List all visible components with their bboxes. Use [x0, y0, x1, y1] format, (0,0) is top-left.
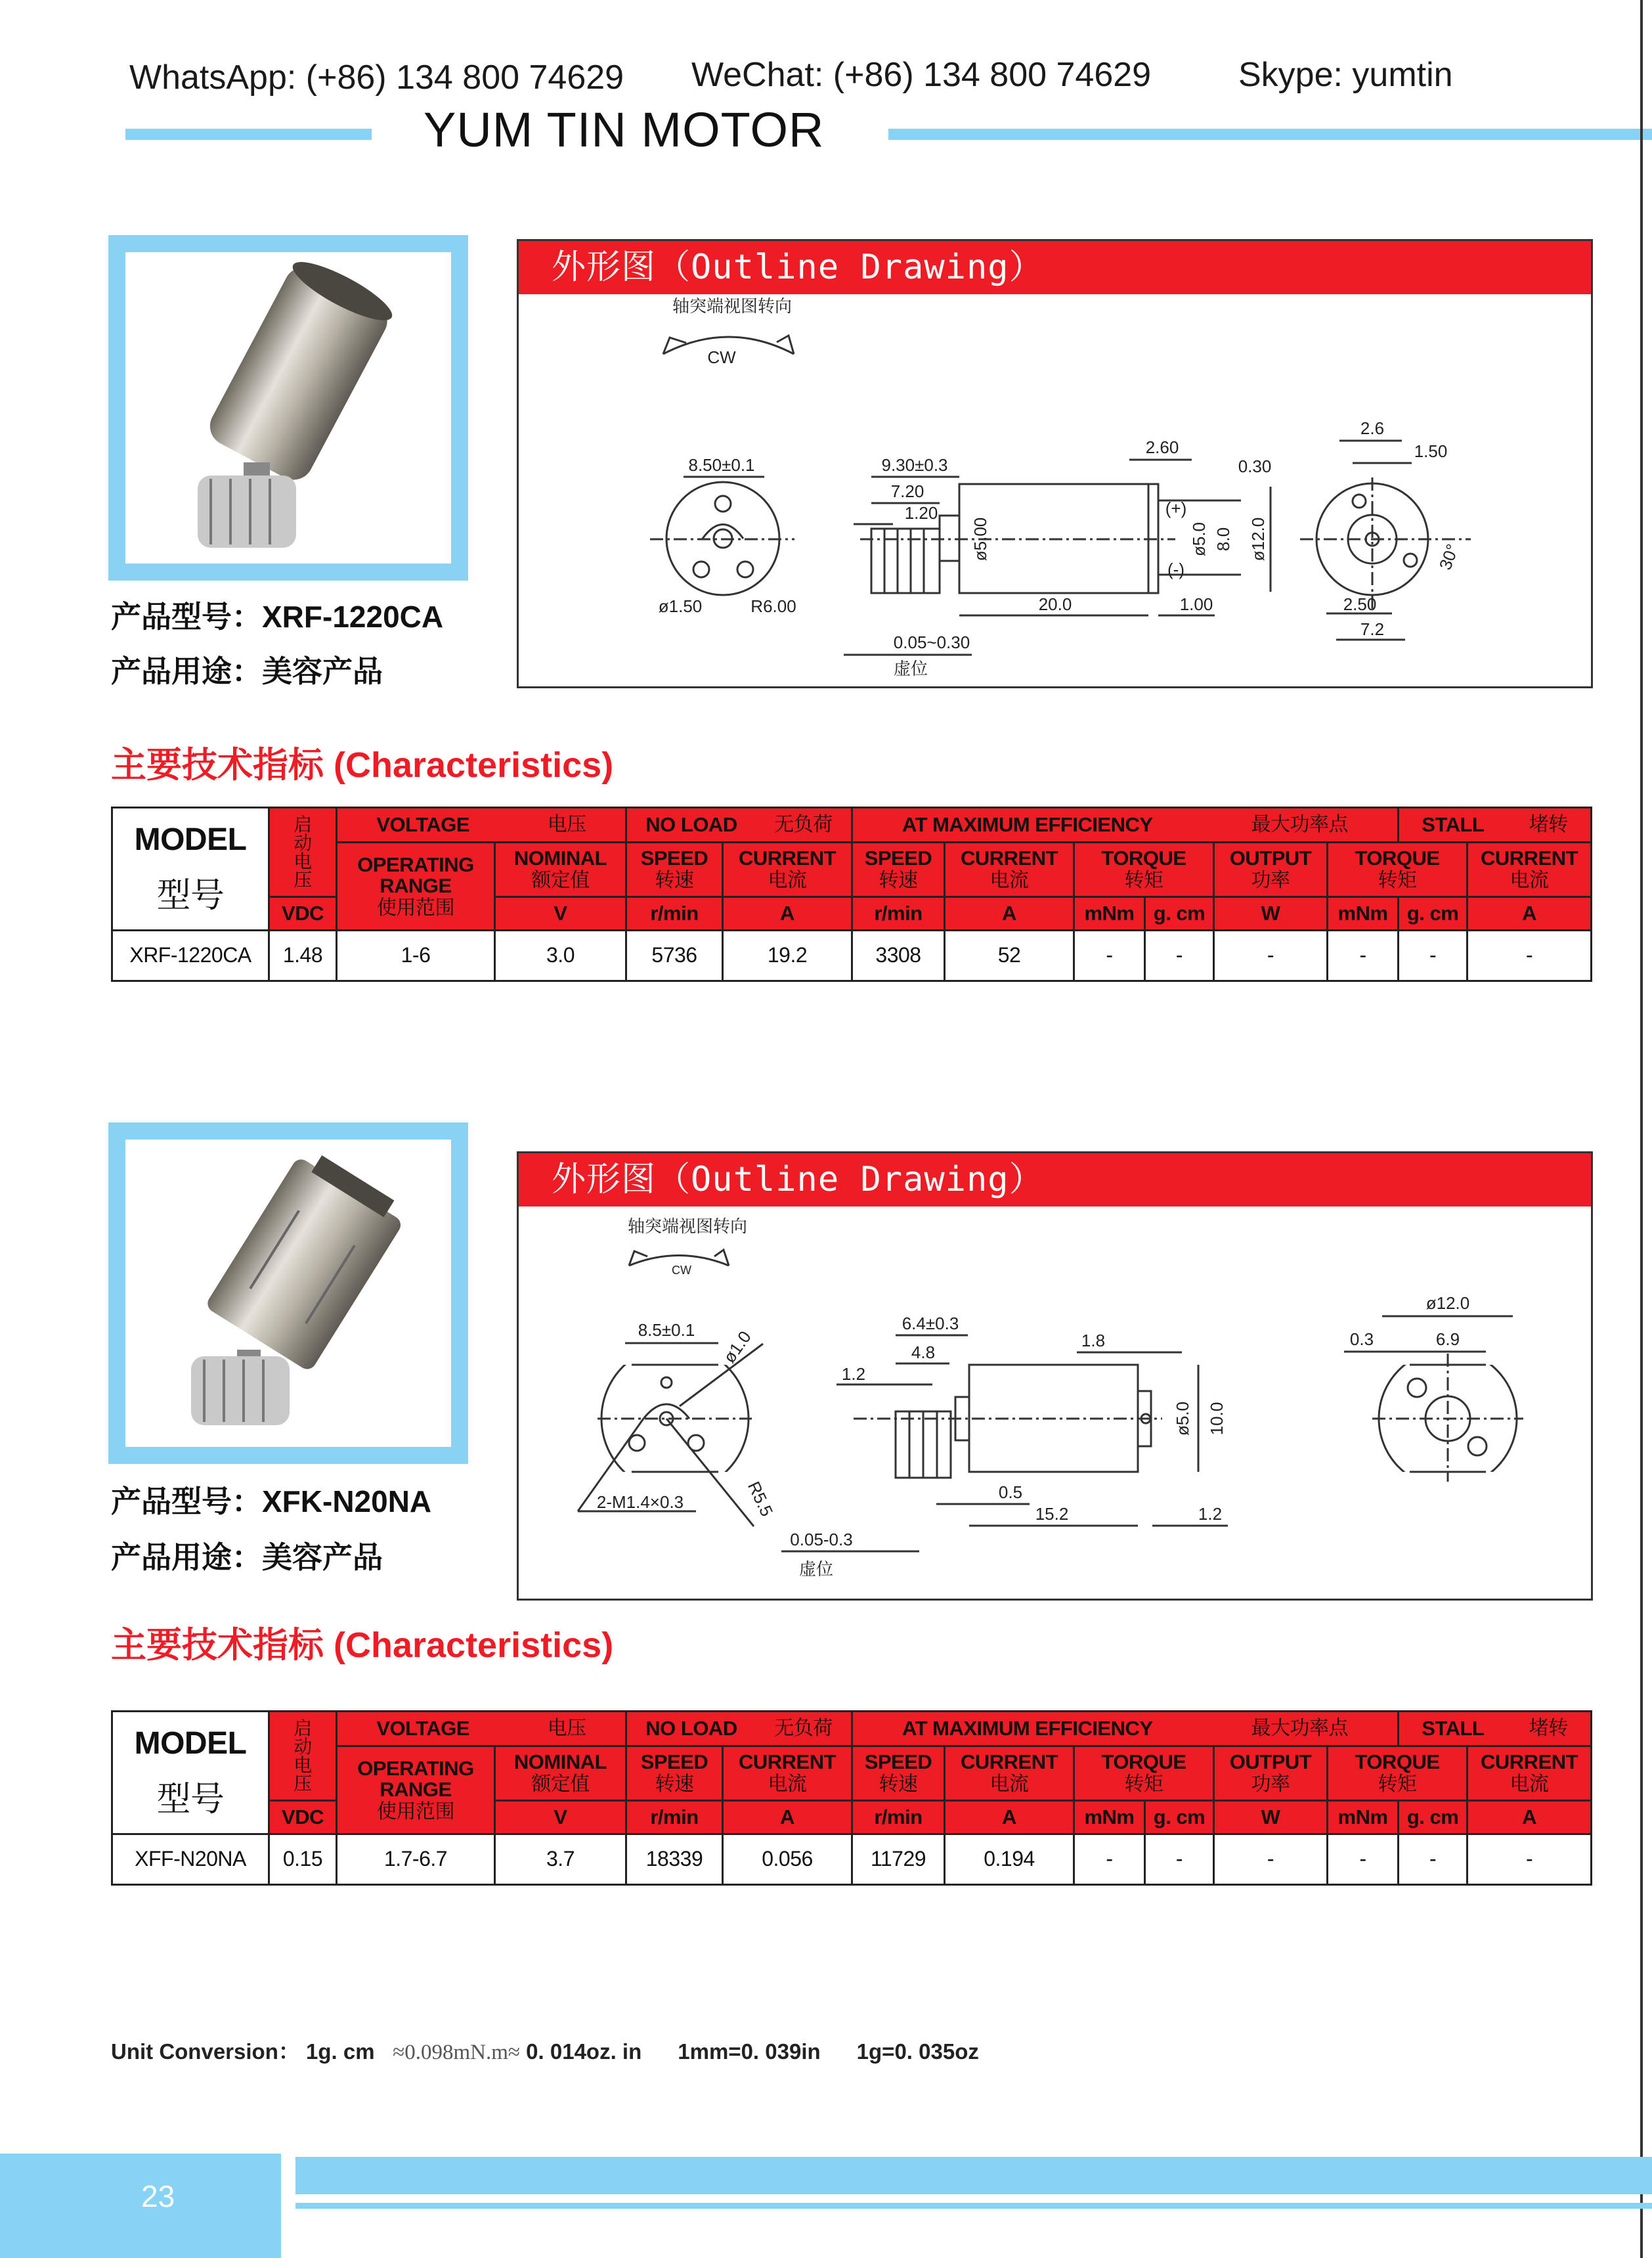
dim-label: 8.0	[1213, 527, 1233, 552]
no-load-current-header	[723, 1746, 852, 1801]
table-row	[112, 1834, 1592, 1885]
header-text: A	[1002, 901, 1016, 925]
header-text: A	[780, 1805, 794, 1828]
no-load-speed-header	[626, 1746, 723, 1801]
header-text: r/min	[650, 1805, 699, 1828]
header-text: VDC	[282, 901, 324, 925]
header-text: TORQUE	[1355, 1750, 1440, 1774]
dim-label: 2.50	[1343, 594, 1377, 614]
header-text: SPEED	[640, 1750, 708, 1774]
unit-ozin: 0. 014oz. in	[526, 2039, 642, 2064]
header-text: MODEL	[134, 1726, 247, 1761]
header-text: W	[1261, 1805, 1280, 1828]
dim-label: ø5.00	[970, 517, 990, 562]
header-text: VDC	[282, 1805, 324, 1828]
unit-conversion	[111, 2035, 979, 2066]
header-text: A	[780, 901, 794, 925]
dim-label: 7.20	[890, 481, 924, 501]
table-cell: 1.48	[269, 931, 337, 981]
table-cell: 0.194	[945, 1834, 1074, 1885]
header-text: CURRENT	[738, 1750, 837, 1774]
header-text: NO LOAD	[645, 812, 737, 836]
operating-range-header	[337, 843, 495, 931]
dim-label: 20.0	[1038, 594, 1072, 614]
outline-drawing-svg	[519, 1153, 1595, 1603]
product-usage-label: 产品用途：美容产品	[111, 654, 383, 688]
header-text: SPEED	[864, 847, 932, 870]
table-cell: 0.056	[723, 1834, 852, 1885]
unit-header	[1145, 1801, 1214, 1834]
table-cell: 19.2	[723, 931, 852, 981]
header-text: 电流	[1510, 870, 1549, 891]
header-bar-right	[888, 129, 1652, 140]
unit-header	[1214, 897, 1328, 931]
header-text: CURRENT	[960, 1750, 1058, 1774]
header-text: r/min	[650, 901, 699, 925]
dim-label: (-)	[1167, 560, 1185, 579]
header-text: 无负荷	[774, 813, 833, 835]
table-cell: -	[1328, 931, 1399, 981]
header-text: 堵转	[1529, 813, 1568, 835]
unit-header	[1074, 1801, 1145, 1834]
table-cell: 3.7	[495, 1834, 626, 1885]
header-text: 启动电压	[293, 1717, 312, 1794]
rotation-direction: CW	[672, 1264, 691, 1277]
header-text: g. cm	[1406, 1805, 1459, 1828]
model-header-cell	[112, 1712, 269, 1834]
unit-header	[269, 1801, 337, 1834]
unit-header	[1328, 1801, 1399, 1834]
header-text: 启动电压	[293, 814, 312, 890]
dim-label: 4.8	[911, 1342, 936, 1362]
header-text: A	[1002, 1805, 1016, 1828]
outline-drawing-title: 外形图（Outline Drawing）	[519, 1153, 1591, 1206]
no-load-speed-header	[626, 843, 723, 897]
max-efficiency-group-header	[852, 1712, 1399, 1746]
outline-drawing-title: 外形图（Outline Drawing）	[519, 241, 1591, 294]
header-text: OPERATING RANGE	[357, 852, 474, 898]
table-cell: -	[1328, 1834, 1399, 1885]
unit-header	[852, 897, 945, 931]
header-text: 电流	[989, 1773, 1029, 1795]
table-cell: -	[1467, 1834, 1592, 1885]
unit-header	[495, 897, 626, 931]
table-cell: 5736	[626, 931, 723, 981]
header-text: 电流	[1510, 1773, 1549, 1795]
unit-header	[1074, 897, 1145, 931]
max-eff-torque-header	[1074, 1746, 1214, 1801]
header-text: g. cm	[1153, 1805, 1206, 1828]
footer-bar	[295, 2157, 1652, 2194]
stall-current-header	[1467, 1746, 1592, 1801]
skype-contact: Skype: yumtin	[1238, 56, 1453, 94]
voltage-group-header	[337, 1712, 626, 1746]
header-text: 转速	[655, 1773, 694, 1795]
header-text: STALL	[1422, 1716, 1485, 1740]
dim-label: 0.3	[1349, 1329, 1374, 1349]
header-text: AT MAXIMUM EFFICIENCY	[902, 812, 1153, 836]
product-photo-2	[108, 1122, 468, 1464]
motor-image	[125, 1140, 451, 1447]
header-text: 转矩	[1378, 870, 1417, 891]
table-cell: 3308	[852, 931, 945, 981]
brand-title: YUM TIN MOTOR	[424, 102, 825, 157]
header-text: 转速	[655, 870, 694, 891]
dim-label: 2.6	[1360, 418, 1385, 438]
table-cell: XFF-N20NA	[112, 1834, 269, 1885]
unit-header	[945, 897, 1074, 931]
dim-label: ø1.0	[719, 1327, 755, 1367]
dim-label: ø5.0	[1189, 521, 1209, 557]
product-photo-1	[108, 235, 468, 581]
header-text: TORQUE	[1355, 847, 1440, 870]
header-text: 转矩	[1124, 870, 1163, 891]
header-text: 功率	[1251, 1773, 1290, 1795]
header-text: 使用范围	[377, 1800, 454, 1823]
stall-torque-header	[1328, 843, 1467, 897]
characteristics-title: 主要技术指标 (Characteristics)	[111, 1626, 614, 1665]
dim-label: 10.0	[1207, 1402, 1227, 1436]
page-edge-line	[1640, 0, 1643, 2258]
table-cell: 1.7-6.7	[337, 1834, 495, 1885]
outline-drawing-2	[517, 1151, 1593, 1601]
header-text: 功率	[1251, 870, 1290, 891]
unit-header	[1467, 897, 1592, 931]
unit-mnm: ≈0.098mN.m≈	[393, 2041, 520, 2064]
header-text: CURRENT	[1481, 847, 1578, 870]
header-text: AT MAXIMUM EFFICIENCY	[902, 1716, 1153, 1740]
outline-drawing-svg	[519, 241, 1595, 690]
footer-line	[295, 2203, 1652, 2209]
unit-header	[723, 1801, 852, 1834]
header-text: CURRENT	[960, 847, 1058, 870]
dim-label: 9.30±0.3	[881, 455, 948, 475]
nominal-header	[495, 843, 626, 897]
unit-header	[1328, 897, 1399, 931]
dim-label: 0.05~0.30	[893, 632, 970, 652]
header-text: 转矩	[1378, 1773, 1417, 1795]
max-eff-output-header	[1214, 1746, 1328, 1801]
header-text: V	[554, 1805, 567, 1828]
table-cell: XRF-1220CA	[112, 931, 269, 981]
header-text: VOLTAGE	[376, 812, 470, 836]
dim-label: R6.00	[750, 596, 796, 616]
header-text: 转速	[879, 1773, 918, 1795]
rotation-direction: CW	[707, 347, 736, 367]
header-text: g. cm	[1406, 901, 1459, 925]
table-cell: -	[1145, 931, 1214, 981]
dim-label: 30°	[1435, 541, 1463, 573]
max-eff-current-header	[945, 1746, 1074, 1801]
header-text: TORQUE	[1101, 1750, 1186, 1774]
dim-label: 1.00	[1179, 594, 1213, 614]
unit-header	[626, 897, 723, 931]
header-text: V	[554, 901, 567, 925]
unit-header	[626, 1801, 723, 1834]
outline-drawing-1	[517, 239, 1593, 688]
header-text: 使用范围	[377, 897, 454, 919]
dim-label: 0.05-0.3	[790, 1530, 853, 1549]
stall-torque-header	[1328, 1746, 1467, 1801]
model-header-cell	[112, 808, 269, 931]
table-cell: -	[1145, 1834, 1214, 1885]
characteristics-table	[111, 807, 1592, 982]
motor-image	[125, 252, 451, 564]
unit-mm: 1mm=0. 039in	[678, 2039, 821, 2064]
voltage-group-header	[337, 808, 626, 843]
unit-header	[852, 1801, 945, 1834]
product-model-label: 产品型号：XRF-1220CA	[111, 600, 444, 634]
table-cell: -	[1074, 931, 1145, 981]
dim-label: 8.50±0.1	[688, 455, 755, 475]
dim-label: ø5.0	[1173, 1401, 1192, 1436]
page-number: 23	[0, 2154, 281, 2258]
rotation-note: 轴突端视图转向	[672, 296, 793, 316]
table-cell: -	[1214, 931, 1328, 981]
header-text: 堵转	[1529, 1717, 1568, 1739]
product-model-label: 产品型号：XFK-N20NA	[111, 1484, 432, 1518]
unit-header	[1399, 1801, 1467, 1834]
stall-current-header	[1467, 843, 1592, 897]
dim-label: 1.20	[904, 503, 938, 523]
unit-header	[1467, 1801, 1592, 1834]
header-text: NO LOAD	[645, 1716, 737, 1740]
nominal-header	[495, 1746, 626, 1801]
wechat-contact: WeChat: (+86) 134 800 74629	[691, 56, 1152, 94]
unit-header	[495, 1801, 626, 1834]
dim-label: 虚位	[893, 659, 928, 678]
table-cell: 3.0	[495, 931, 626, 981]
header-text: 电压	[547, 813, 586, 835]
header-text: mNm	[1337, 1805, 1388, 1828]
header-text: NOMINAL	[513, 1750, 607, 1774]
stall-group-header	[1399, 1712, 1592, 1746]
max-eff-current-header	[945, 843, 1074, 897]
dim-label: ø12.0	[1248, 517, 1268, 562]
table-cell: -	[1074, 1834, 1145, 1885]
header-text: mNm	[1084, 901, 1135, 925]
max-eff-torque-header	[1074, 843, 1214, 897]
table-cell: 18339	[626, 1834, 723, 1885]
header-text: MODEL	[134, 822, 247, 858]
max-eff-output-header	[1214, 843, 1328, 897]
dim-label: 2.60	[1145, 437, 1179, 457]
max-efficiency-group-header	[852, 808, 1399, 843]
dim-label: 8.5±0.1	[638, 1320, 695, 1340]
dim-label: 1.2	[1198, 1504, 1223, 1524]
header-text: NOMINAL	[513, 847, 607, 870]
header-text: W	[1261, 901, 1280, 925]
header-text: 转速	[879, 870, 918, 891]
max-eff-speed-header	[852, 843, 945, 897]
dim-label: 6.9	[1435, 1329, 1460, 1349]
unit-header	[1145, 897, 1214, 931]
unit-header	[945, 1801, 1074, 1834]
start-voltage-header	[269, 808, 337, 897]
product-usage-label: 产品用途：美容产品	[111, 1540, 383, 1574]
header-text: STALL	[1422, 812, 1485, 836]
header-text: SPEED	[640, 847, 708, 870]
header-bar-left	[125, 129, 372, 140]
header-text: TORQUE	[1101, 847, 1186, 870]
header-text: 最大功率点	[1251, 813, 1349, 835]
dim-label: 1.8	[1081, 1331, 1106, 1350]
header-text: r/min	[874, 1805, 923, 1828]
characteristics-table	[111, 1710, 1592, 1886]
dim-label: 1.50	[1414, 441, 1448, 461]
table-cell: 11729	[852, 1834, 945, 1885]
whatsapp-contact: WhatsApp: (+86) 134 800 74629	[129, 58, 624, 97]
unit-g: 1g=0. 035oz	[856, 2039, 979, 2064]
table-cell: -	[1399, 931, 1467, 981]
header-text: r/min	[874, 901, 923, 925]
header-text: 电流	[768, 1773, 807, 1795]
dim-label: 6.4±0.3	[902, 1314, 959, 1333]
start-voltage-header	[269, 1712, 337, 1801]
header-text: g. cm	[1153, 901, 1206, 925]
dim-label: 0.5	[998, 1482, 1023, 1502]
dim-label: 1.2	[841, 1364, 866, 1384]
header-text: OPERATING RANGE	[357, 1756, 474, 1802]
header-text: mNm	[1084, 1805, 1135, 1828]
no-load-current-header	[723, 843, 852, 897]
dim-label: 2-M1.4×0.3	[596, 1492, 684, 1512]
header-text: OUTPUT	[1229, 847, 1312, 870]
table-cell: -	[1467, 931, 1592, 981]
header-text: 电压	[547, 1717, 586, 1739]
header-text: CURRENT	[1481, 1750, 1578, 1774]
no-load-group-header	[626, 1712, 852, 1746]
dim-label: ø12.0	[1425, 1293, 1470, 1313]
table-row	[112, 931, 1592, 981]
unit-header	[1214, 1801, 1328, 1834]
header-text: 型号	[156, 1781, 225, 1819]
dim-label: 15.2	[1035, 1504, 1069, 1524]
dim-label: ø1.50	[658, 596, 703, 616]
unit-header	[1399, 897, 1467, 931]
dim-label: R5.5	[743, 1478, 777, 1520]
table-cell: -	[1399, 1834, 1467, 1885]
characteristics-title: 主要技术指标 (Characteristics)	[111, 745, 614, 785]
header-text: 额定值	[531, 870, 590, 891]
header-text: SPEED	[864, 1750, 932, 1774]
operating-range-header	[337, 1746, 495, 1834]
header-text: CURRENT	[738, 847, 837, 870]
header-text: VOLTAGE	[376, 1716, 470, 1740]
table-cell: -	[1214, 1834, 1328, 1885]
header-text: 最大功率点	[1251, 1717, 1349, 1739]
header-text: 电流	[768, 870, 807, 891]
table-cell: 1-6	[337, 931, 495, 981]
dim-label: 虚位	[798, 1559, 834, 1579]
unit-header	[723, 897, 852, 931]
stall-group-header	[1399, 808, 1592, 843]
header-text: OUTPUT	[1229, 1750, 1312, 1774]
no-load-group-header	[626, 808, 852, 843]
dim-label: (+)	[1165, 498, 1187, 518]
header-text: A	[1522, 901, 1536, 925]
header-text: 额定值	[531, 1773, 590, 1795]
header-text: 转矩	[1124, 1773, 1163, 1795]
header-text: 无负荷	[774, 1717, 833, 1739]
unit-gcm: 1g. cm	[306, 2039, 375, 2064]
header-text: A	[1522, 1805, 1536, 1828]
dim-label: 7.2	[1360, 619, 1385, 639]
header-text: 型号	[156, 877, 225, 916]
table-cell: 52	[945, 931, 1074, 981]
unit-header	[269, 897, 337, 931]
table-cell: 0.15	[269, 1834, 337, 1885]
rotation-note: 轴突端视图转向	[627, 1216, 748, 1236]
header-text: 电流	[989, 870, 1029, 891]
max-eff-speed-header	[852, 1746, 945, 1801]
header-text: mNm	[1337, 901, 1388, 925]
unit-conversion-label: Unit Conversion：	[111, 2039, 300, 2064]
dim-label: 0.30	[1238, 456, 1272, 476]
